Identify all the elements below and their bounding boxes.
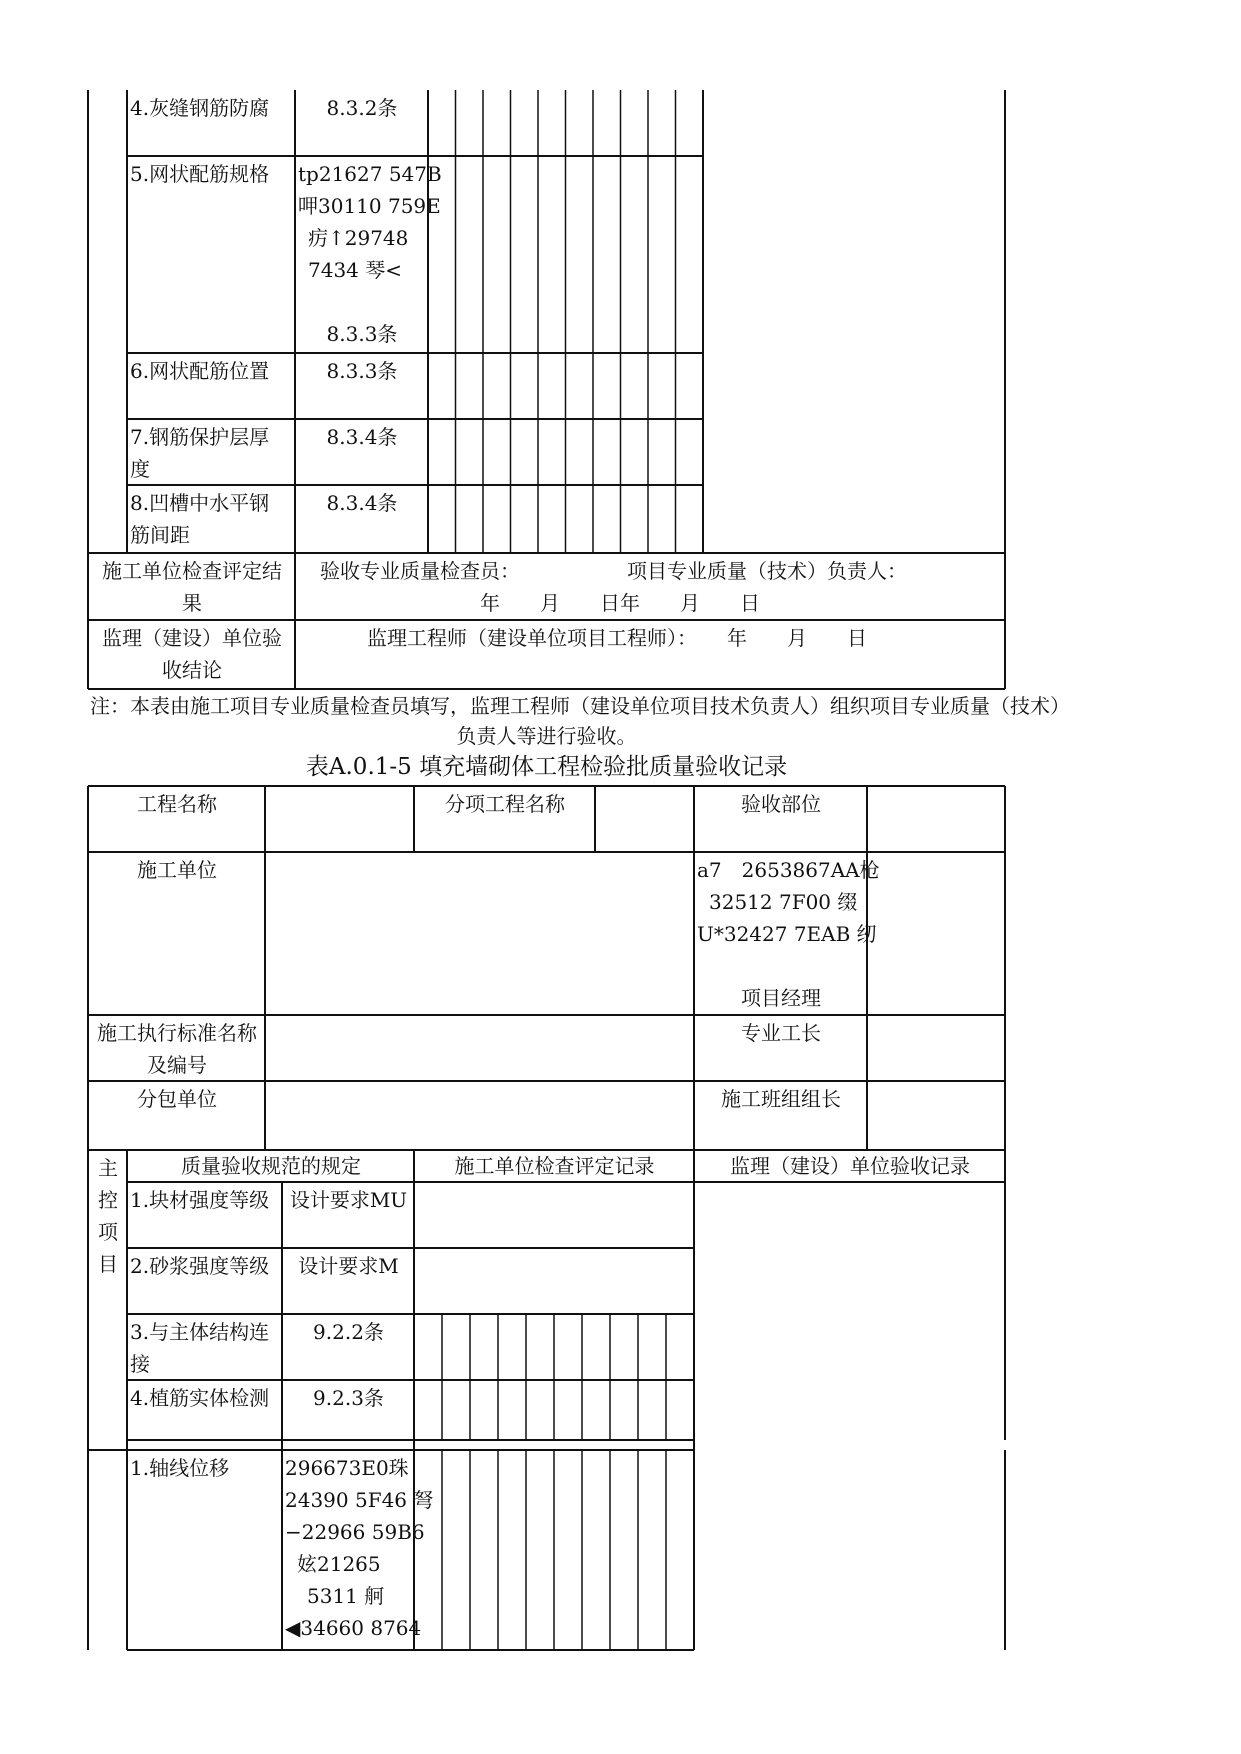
- spec-mu: 设计要求MU: [289, 1188, 408, 1212]
- general-spec-line-6: ◀34660 8764: [285, 1616, 422, 1640]
- foreman-label: 专业工长: [741, 1021, 821, 1045]
- item-rebar-implant-test: 4.植筋实体检测: [130, 1386, 270, 1410]
- general-spec-line-1: 296673E0珠: [285, 1456, 409, 1480]
- main-control-char-1: 主: [98, 1156, 118, 1180]
- tech-lead-label: 项目专业质量（技术）负责人：: [627, 559, 907, 583]
- construction-unit-label: 施工单位: [137, 858, 217, 882]
- general-spec-line-5: 5311 舸: [307, 1584, 385, 1608]
- supervision-label-line-1: 监理（建设）单位验: [102, 626, 282, 650]
- spec-mesh-line-4: 7434 琴<: [308, 258, 403, 282]
- supervision-record-header: 监理（建设）单位验收记录: [730, 1154, 970, 1178]
- subcontractor-label: 分包单位: [137, 1087, 217, 1111]
- manager-block-line-1: a7 2653867AA枪: [697, 858, 880, 882]
- spec-8-3-4-a: 8.3.4条: [326, 425, 398, 449]
- standard-label-line-1: 施工执行标准名称: [97, 1021, 257, 1045]
- project-manager-label: 项目经理: [741, 986, 821, 1010]
- general-spec-line-2: 24390 5F46 弩: [285, 1488, 434, 1512]
- general-spec-line-4: 妶21265: [297, 1552, 381, 1576]
- construction-record-header: 施工单位检查评定记录: [454, 1154, 655, 1178]
- manager-block-line-2: 32512 7F00 缀: [709, 890, 858, 914]
- item-mesh-spec: 5.网状配筋规格: [130, 162, 270, 186]
- inspector-label: 验收专业质量检查员：: [320, 559, 520, 583]
- item-axis-offset: 1.轴线位移: [130, 1456, 230, 1480]
- spec-mesh-line-6: 8.3.3条: [326, 322, 398, 346]
- main-control-char-2: 控: [98, 1188, 118, 1212]
- item-block-strength: 1.块材强度等级: [130, 1188, 270, 1212]
- table-title: 表A.0.1-5 填充墙砌体工程检验批质量验收记录: [305, 754, 788, 780]
- item-mortar-strength: 2.砂浆强度等级: [130, 1254, 270, 1278]
- spec-9-2-2: 9.2.2条: [313, 1320, 384, 1344]
- spec-8-3-3: 8.3.3条: [326, 359, 398, 383]
- note-line-2: 负责人等进行验收。: [456, 724, 637, 748]
- item-structure-connection-line-2: 接: [130, 1352, 150, 1376]
- item-cover-thickness-line-2: 度: [130, 457, 150, 481]
- item-mesh-position: 6.网状配筋位置: [130, 359, 270, 383]
- main-control-char-4: 目: [98, 1252, 118, 1276]
- acceptance-part-label: 验收部位: [741, 792, 821, 816]
- construction-eval-label-line-1: 施工单位检查评定结: [102, 559, 282, 583]
- spec-9-2-3: 9.2.3条: [313, 1386, 384, 1410]
- construction-eval-label-line-2: 果: [182, 591, 202, 615]
- supervision-engineer-text: 监理工程师（建设单位项目工程师）： 年 月 日: [367, 626, 867, 650]
- general-spec-line-3: −22966 59B6: [285, 1520, 425, 1544]
- project-name-label: 工程名称: [137, 792, 217, 816]
- manager-block-line-3: U*32427 7EAB 纫: [697, 922, 877, 946]
- spec-header: 质量验收规范的规定: [181, 1154, 361, 1178]
- item-cover-thickness-line-1: 7.钢筋保护层厚: [130, 425, 270, 449]
- supervision-label-line-2: 收结论: [162, 658, 222, 682]
- spec-8-3-4-b: 8.3.4条: [326, 491, 398, 515]
- spec-mesh-line-3: 疠↑29748: [308, 226, 409, 250]
- spec-mesh-line-1: tp21627 547B: [298, 162, 442, 186]
- main-control-char-3: 项: [98, 1220, 118, 1244]
- team-leader-label: 施工班组组长: [721, 1087, 841, 1111]
- item-gap-rebar-anticorrosion: 4.灰缝钢筋防腐: [130, 96, 270, 120]
- item-groove-spacing-line-1: 8.凹槽中水平钢: [130, 491, 270, 515]
- item-groove-spacing-line-2: 筋间距: [130, 523, 190, 547]
- date-line: 年 月 日年 月 日: [480, 591, 760, 615]
- spec-m: 设计要求M: [298, 1254, 399, 1278]
- sub-project-name-label: 分项工程名称: [445, 792, 565, 816]
- item-structure-connection-line-1: 3.与主体结构连: [130, 1320, 270, 1344]
- standard-label-line-2: 及编号: [147, 1053, 207, 1077]
- spec-8-3-2: 8.3.2条: [326, 96, 398, 120]
- note-line-1: 注：本表由施工项目专业质量检查员填写，监理工程师（建设单位项目技术负责人）组织项目专业质量（技术）: [90, 694, 1070, 718]
- spec-mesh-line-2: 呷30110 759E: [298, 194, 441, 218]
